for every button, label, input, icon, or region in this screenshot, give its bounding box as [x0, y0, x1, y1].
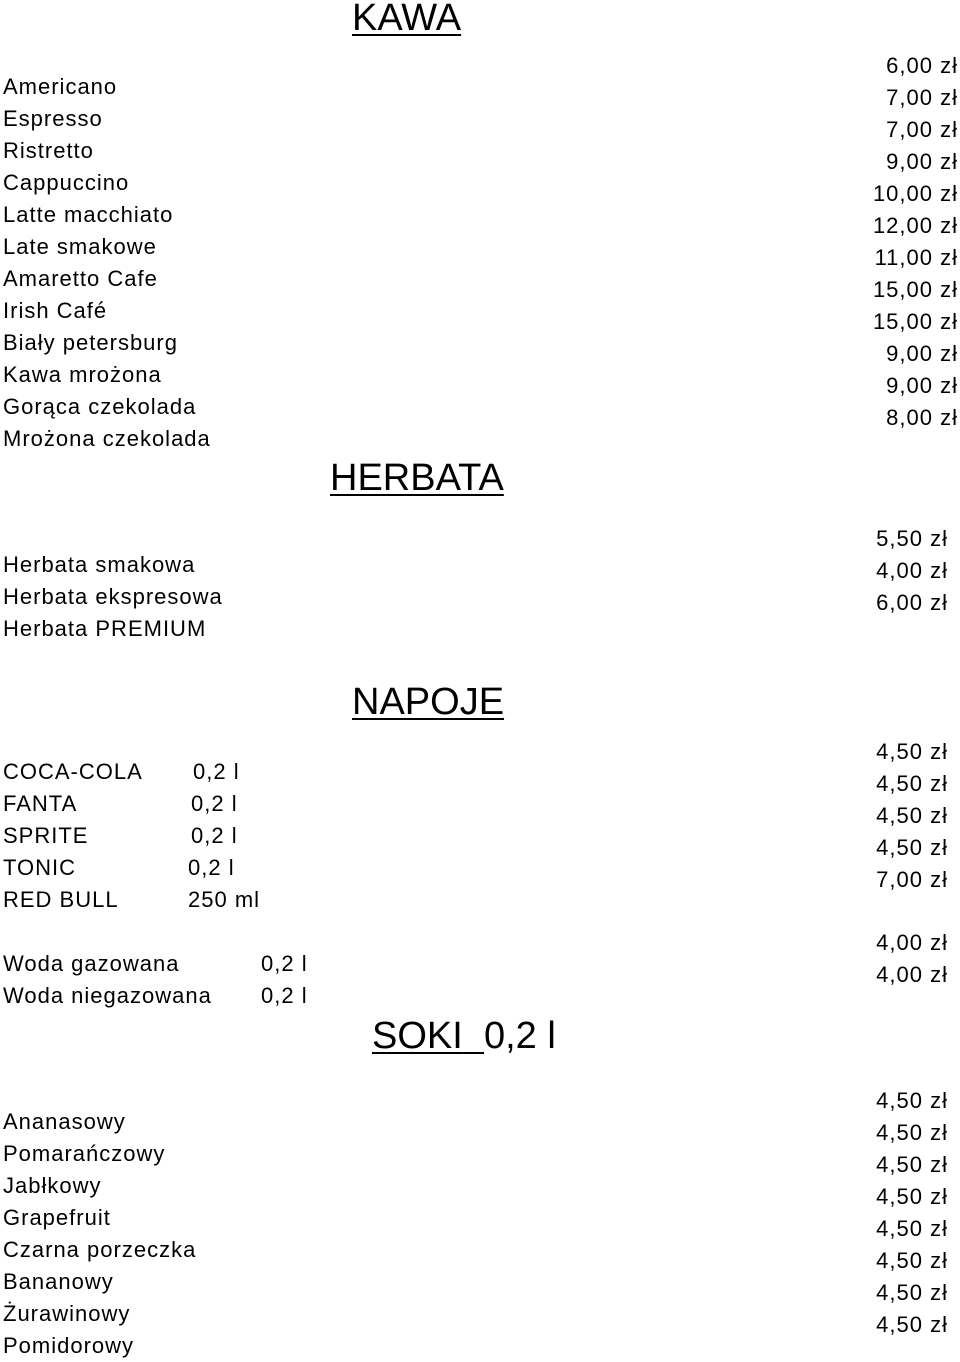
drink-name: COCA-COLA: [3, 759, 143, 784]
price: 4,50 zł: [876, 803, 948, 828]
soki-heading: [372, 1014, 556, 1058]
herbata-heading: HERBATA: [330, 457, 504, 499]
drink-name: Woda gazowana: [3, 951, 180, 976]
price: 10,00 zł: [872, 181, 958, 206]
price: 7,00 zł: [886, 117, 958, 142]
kawa-prices: [873, 50, 958, 434]
price: 6,00 zł: [886, 53, 958, 78]
price: 4,50 zł: [876, 1120, 948, 1145]
price: 9,00 zł: [886, 341, 958, 366]
menu-item: Jabłkowy: [3, 1173, 102, 1198]
drink-size: 250 ml: [188, 887, 261, 912]
napoje-prices: [876, 736, 948, 896]
price: 5,50 zł: [876, 526, 948, 551]
menu-item: Espresso: [3, 106, 103, 131]
price: 8,00 zł: [886, 405, 958, 430]
herbata-prices: [876, 523, 948, 619]
menu-item: Cappuccino: [3, 170, 130, 195]
menu-item: Bananowy: [3, 1269, 114, 1294]
menu-item: Żurawinowy: [3, 1301, 131, 1326]
herbata-items: [3, 549, 223, 645]
drink-row: [3, 788, 260, 820]
price: 4,50 zł: [876, 1088, 948, 1113]
water-prices: [876, 927, 948, 991]
price: 4,50 zł: [876, 1280, 948, 1305]
menu-item: Latte macchiato: [3, 202, 174, 227]
price: 4,50 zł: [876, 1248, 948, 1273]
drink-name: FANTA: [3, 791, 78, 816]
price: 6,00 zł: [876, 590, 948, 615]
drink-size: 0,2 l: [261, 951, 308, 976]
price: 4,50 zł: [876, 771, 948, 796]
menu-item: Herbata PREMIUM: [3, 616, 207, 641]
price: 9,00 zł: [886, 149, 958, 174]
drink-row: [3, 884, 260, 916]
drink-row: [3, 980, 308, 1012]
menu-item: Americano: [3, 74, 118, 99]
price: 4,50 zł: [876, 739, 948, 764]
price: 7,00 zł: [886, 85, 958, 110]
drink-size: 0,2 l: [191, 823, 238, 848]
price: 12,00 zł: [872, 213, 958, 238]
price: 4,00 zł: [876, 558, 948, 583]
drink-size: 0,2 l: [261, 983, 308, 1008]
price: 15,00 zł: [872, 277, 958, 302]
drink-size: 0,2 l: [193, 759, 240, 784]
price: 15,00 zł: [872, 309, 958, 334]
soki-heading-size: 0,2 l: [483, 1015, 556, 1057]
price: 11,00 zł: [874, 245, 958, 270]
menu-item: Czarna porzeczka: [3, 1237, 197, 1262]
menu-item: Gorąca czekolada: [3, 394, 197, 419]
price: 4,50 zł: [876, 1216, 948, 1241]
menu-item: Pomarańczowy: [3, 1141, 166, 1166]
soki-heading-title: SOKI: [372, 1015, 463, 1057]
soki-items: [3, 1106, 196, 1362]
drink-row: [3, 852, 260, 884]
drink-size: 0,2 l: [191, 791, 238, 816]
price: 9,00 zł: [886, 373, 958, 398]
menu-item: Pomidorowy: [3, 1333, 135, 1358]
drink-row: [3, 756, 260, 788]
price: 4,50 zł: [876, 1184, 948, 1209]
menu-item: Grapefruit: [3, 1205, 111, 1230]
napoje-items: [3, 756, 260, 916]
drink-row: [3, 948, 308, 980]
price: 4,00 zł: [876, 930, 948, 955]
drink-name: RED BULL: [3, 887, 119, 912]
menu-item: Late smakowe: [3, 234, 157, 259]
menu-item: Ristretto: [3, 138, 94, 163]
soki-prices: [876, 1085, 948, 1341]
price: 4,50 zł: [876, 1152, 948, 1177]
menu-item: Ananasowy: [3, 1109, 126, 1134]
drink-size: 0,2 l: [188, 855, 235, 880]
menu-item: Kawa mrożona: [3, 362, 162, 387]
menu-item: Herbata smakowa: [3, 552, 196, 577]
drink-name: TONIC: [3, 855, 77, 880]
price: 4,50 zł: [876, 1312, 948, 1337]
menu-item: Mrożona czekolada: [3, 426, 211, 451]
menu-item: Irish Café: [3, 298, 108, 323]
drink-row: [3, 820, 260, 852]
menu-item: Biały petersburg: [3, 330, 178, 355]
kawa-items: [3, 71, 211, 455]
price: 4,50 zł: [876, 835, 948, 860]
napoje-heading: NAPOJE: [352, 681, 505, 723]
drink-name: Woda niegazowana: [3, 983, 212, 1008]
price: 7,00 zł: [876, 867, 948, 892]
water-items: [3, 948, 308, 1012]
drink-name: SPRITE: [3, 823, 89, 848]
menu-item: Amaretto Cafe: [3, 266, 158, 291]
kawa-heading: KAWA: [352, 0, 462, 39]
menu-item: Herbata ekspresowa: [3, 584, 223, 609]
price: 4,00 zł: [876, 962, 948, 987]
